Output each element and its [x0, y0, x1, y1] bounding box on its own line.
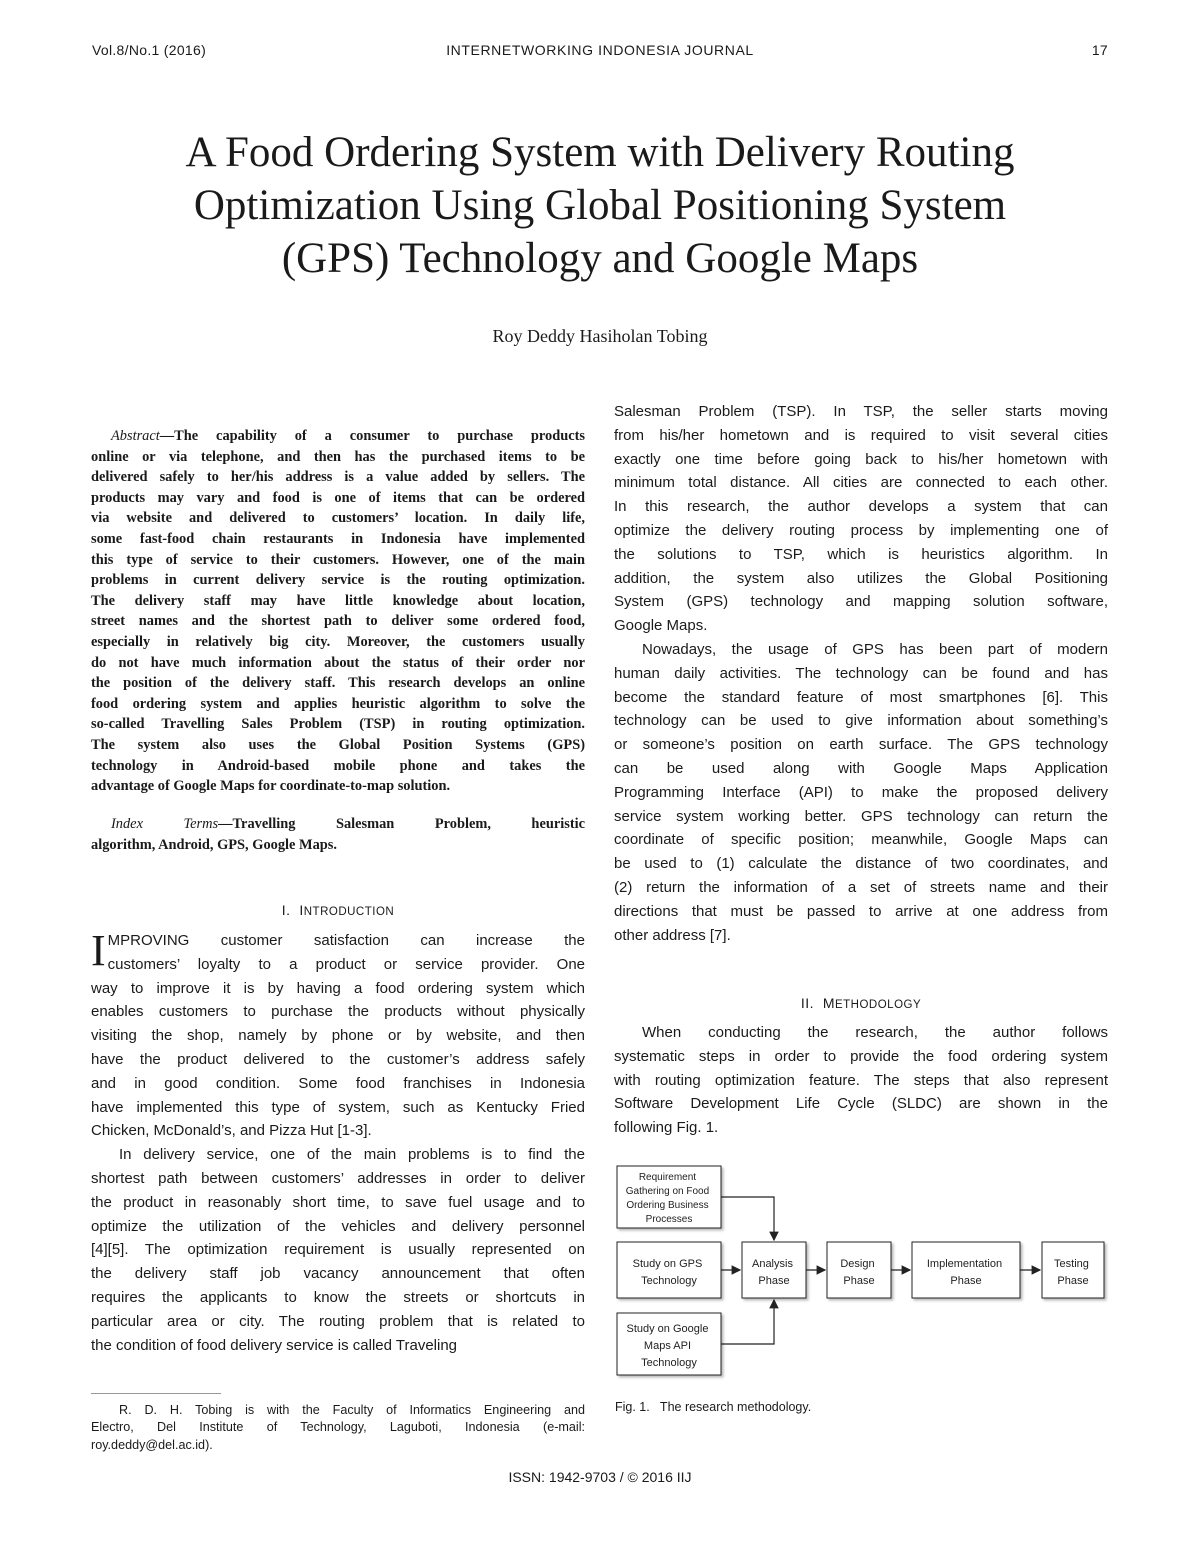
- abstract: [91, 426, 585, 797]
- text-line: be used to (1) calculate the distance of two coordinates, and: [614, 855, 1108, 873]
- abstract-label: Abstract: [111, 428, 160, 444]
- abstract-text: advantage of Google Maps for coordinate-to-map solution.: [91, 778, 451, 795]
- abstract-line: [91, 488, 585, 509]
- abstract-line: [91, 735, 585, 756]
- footnote-line: roy.deddy@del.ac.id).: [91, 1437, 213, 1452]
- box-requirement-text: Requirement Gathering on Food Ordering Business Processes: [625, 1172, 710, 1225]
- text-line: way to improve it is by having a food ordering system which: [91, 979, 585, 997]
- text-line: following Fig. 1.: [614, 1119, 719, 1137]
- abstract-line: [91, 426, 585, 447]
- running-header-journal: INTERNETWORKING INDONESIA JOURNAL: [446, 42, 754, 58]
- index-terms-line: [91, 814, 585, 835]
- index-terms-text: algorithm, Android, GPS, Google Maps.: [91, 836, 337, 853]
- research-methodology-diagram: [612, 1160, 1112, 1385]
- abstract-line: [91, 714, 585, 735]
- introduction-body: [91, 926, 585, 1357]
- title-line: Optimization Using Global Positioning System: [193, 182, 1007, 229]
- abstract-line: [91, 611, 585, 632]
- page-number: 17: [1091, 42, 1108, 58]
- arrow-maps-to-analysis: [721, 1300, 774, 1344]
- box-testing-phase: [1042, 1242, 1104, 1298]
- text-line: the delivery staff job vacancy announcement that often: [91, 1265, 585, 1283]
- box-implementation-text: Implementation Phase: [926, 1258, 1003, 1287]
- box-study-gps-text: Study on GPS Technology: [632, 1258, 703, 1287]
- index-terms: [91, 814, 585, 855]
- section-title-first: M: [822, 995, 835, 1011]
- text-line: have implemented this type of system, such as Kentucky Fried: [91, 1098, 585, 1116]
- text-line: systematic steps in order to provide the food ordering system: [614, 1047, 1108, 1065]
- text-line: human daily activities. The technology can be found and has: [614, 664, 1108, 682]
- abstract-text: street names and the shortest path to deliver some ordered food,: [91, 613, 585, 630]
- abstract-text: via website and delivered to customers’ location. In daily life,: [91, 510, 585, 527]
- abstract-text: do not have much information about the status of their order nor: [91, 654, 585, 671]
- text-line: visiting the shop, namely by phone or by website, and then: [91, 1027, 585, 1045]
- text-line: When conducting the research, the author follows: [642, 1024, 1108, 1041]
- footnote-rule: [91, 1393, 221, 1394]
- box-implementation-phase: [912, 1242, 1020, 1298]
- text-line: [4][5]. The optimization requirement is usually represented on: [91, 1241, 585, 1259]
- section-number: II.: [800, 995, 815, 1011]
- box-analysis-text: Analysis Phase: [751, 1258, 793, 1287]
- abstract-line: [91, 673, 585, 694]
- text-line: the condition of food delivery service is called Traveling: [91, 1336, 458, 1354]
- text-line: particular area or city. The routing problem that is related to: [91, 1312, 585, 1330]
- abstract-line: [91, 529, 585, 550]
- abstract-line: [91, 508, 585, 529]
- paper-title: [100, 126, 1100, 285]
- box-design-phase: [827, 1242, 891, 1298]
- abstract-text: especially in relatively big city. Moreover, the customers usually: [91, 633, 585, 650]
- figure-caption: Fig. 1. The research methodology.: [615, 1400, 812, 1414]
- arrow-requirement-to-analysis: [721, 1197, 774, 1240]
- title-line: A Food Ordering System with Delivery Routing: [185, 129, 1015, 176]
- intro-paragraph-2: [91, 1143, 585, 1357]
- section-heading-introduction: [91, 902, 585, 918]
- text-line: Nowadays, the usage of GPS has been part of modern: [642, 640, 1108, 658]
- abstract-text: so-called Travelling Sales Problem (TSP) in routing optimization.: [91, 716, 585, 733]
- abstract-line: [91, 591, 585, 612]
- abstract-text: The delivery staff may have little knowledge about location,: [91, 592, 585, 609]
- box-study-gps: [617, 1242, 721, 1298]
- right-paragraph-1: [614, 400, 1108, 638]
- index-terms-text: —Travelling Salesman Problem, heuristic: [218, 816, 585, 832]
- author-name: Roy Deddy Hasiholan Tobing: [492, 326, 708, 346]
- abstract-line: [91, 694, 585, 715]
- text-line: other address [7].: [614, 926, 731, 944]
- abstract-text: delivered safely to her/his address is a value added by sellers. The: [91, 469, 585, 486]
- text-line: Chicken, McDonald’s, and Pizza Hut [1-3].: [91, 1122, 372, 1140]
- section-number: I.: [281, 902, 291, 918]
- text-line: requires the applicants to know the streets or shortcuts in: [91, 1288, 585, 1306]
- text-line: from his/her hometown and is required to visit several cities: [614, 426, 1108, 444]
- abstract-text: problems in current delivery service is the routing optimization.: [91, 572, 585, 589]
- abstract-text: —The capability of a consumer to purchase products: [159, 428, 585, 444]
- text-line: MPROVING customer satisfaction can increase the: [107, 932, 585, 949]
- text-line: become the standard feature of most smartphones [6]. This: [614, 688, 1108, 706]
- text-line: with routing optimization feature. The steps that also represent: [614, 1071, 1108, 1089]
- text-line: optimize the delivery routing process by implementing one of: [614, 521, 1108, 539]
- text-line: or someone’s position on earth surface. The GPS technology: [614, 736, 1108, 754]
- text-line: addition, the system also utilizes the Global Positioning: [614, 569, 1108, 587]
- abstract-line: [91, 756, 585, 777]
- abstract-text: this type of service to their customers. However, one of the main: [91, 551, 585, 568]
- section-title-rest: ETHODOLOGY: [834, 999, 922, 1011]
- footnote-line: Electro, Del Institute of Technology, Laguboti, Indonesia (e-mail:: [91, 1420, 585, 1435]
- text-line: coordinate of specific position; meanwhile, Google Maps can: [614, 831, 1108, 849]
- abstract-text: online or via telephone, and then has the purchased items to be: [91, 448, 585, 465]
- section-heading-methodology: [614, 995, 1108, 1011]
- section-title-first: I: [299, 902, 304, 918]
- abstract-line: [91, 776, 585, 797]
- abstract-line: [91, 632, 585, 653]
- box-analysis-phase: [742, 1242, 806, 1298]
- abstract-text: products may vary and food is one of items that can be ordered: [91, 489, 585, 506]
- index-terms-line: [91, 835, 585, 856]
- text-line: directions that must be passed to arrive at one address from: [614, 902, 1108, 920]
- box-testing-text: Testing Phase: [1054, 1258, 1089, 1287]
- text-line: Programming Interface (API) to make the proposed delivery: [614, 783, 1108, 801]
- text-line: customers’ loyalty to a product or service provider. One: [107, 955, 585, 973]
- text-line: technology can be used to give information about something’s: [614, 712, 1108, 730]
- text-line: service system working better. GPS technology can return the: [614, 807, 1108, 825]
- text-line: exactly one time before going back to his/her hometown with: [614, 450, 1108, 468]
- text-line: shortest path between customers’ addresses in order to deliver: [91, 1169, 585, 1187]
- text-line: In this research, the author develops a system that can: [614, 498, 1108, 516]
- abstract-line: [91, 570, 585, 591]
- intro-paragraph-1: [91, 926, 585, 1143]
- abstract-text: The system also uses the Global Position Systems (GPS): [91, 736, 585, 753]
- running-header-volume: Vol.8/No.1 (2016): [92, 42, 207, 58]
- index-terms-label: Index Terms: [111, 816, 219, 832]
- page-footer-issn: ISSN: 1942-9703 / © 2016 IIJ: [508, 1469, 692, 1485]
- text-line: (2) return the information of a set of streets name and their: [614, 878, 1108, 896]
- right-column-intro-continued: [614, 400, 1108, 947]
- text-line: minimum total distance. All cities are connected to each other.: [614, 474, 1108, 492]
- right-paragraph-2: [614, 638, 1108, 947]
- abstract-line: [91, 653, 585, 674]
- title-line: (GPS) Technology and Google Maps: [281, 235, 919, 282]
- text-line: and in good condition. Some food franchises in Indonesia: [91, 1074, 585, 1092]
- section-title-rest: NTRODUCTION: [303, 906, 395, 918]
- text-line: the solutions to TSP, which is heuristics algorithm. In: [614, 545, 1108, 563]
- methodology-body: [614, 1021, 1108, 1140]
- text-line: the product in reasonably short time, to save fuel usage and to: [91, 1193, 585, 1211]
- text-line: System (GPS) technology and mapping solution software,: [614, 593, 1108, 611]
- box-design-text: Design Phase: [840, 1258, 875, 1287]
- box-study-maps-text: Study on Google Maps API Technology: [626, 1323, 709, 1369]
- text-line: In delivery service, one of the main problems is to find the: [119, 1146, 585, 1164]
- author-footnote: [91, 1402, 585, 1454]
- abstract-text: food ordering system and applies heuristic algorithm to solve the: [91, 695, 585, 712]
- text-line: Software Development Life Cycle (SLDC) are shown in the: [614, 1095, 1108, 1113]
- text-line: have the product delivered to the customer’s address safely: [91, 1050, 585, 1068]
- text-line: optimize the utilization of the vehicles and delivery personnel: [91, 1217, 585, 1235]
- text-line: enables customers to purchase the products without physically: [91, 1003, 585, 1021]
- abstract-text: technology in Android-based mobile phone and takes the: [91, 757, 585, 774]
- abstract-text: the position of the delivery staff. This research develops an online: [91, 675, 585, 692]
- footnote-line: R. D. H. Tobing is with the Faculty of Informatics Engineering and: [119, 1403, 585, 1417]
- abstract-text: some fast-food chain restaurants in Indonesia have implemented: [91, 530, 585, 547]
- text-line: can be used along with Google Maps Application: [614, 759, 1108, 777]
- text-line: Google Maps.: [614, 617, 708, 635]
- abstract-line: [91, 550, 585, 571]
- text-line: Salesman Problem (TSP). In TSP, the seller starts moving: [614, 403, 1108, 420]
- abstract-line: [91, 467, 585, 488]
- abstract-line: [91, 447, 585, 468]
- drop-cap: I: [91, 926, 106, 975]
